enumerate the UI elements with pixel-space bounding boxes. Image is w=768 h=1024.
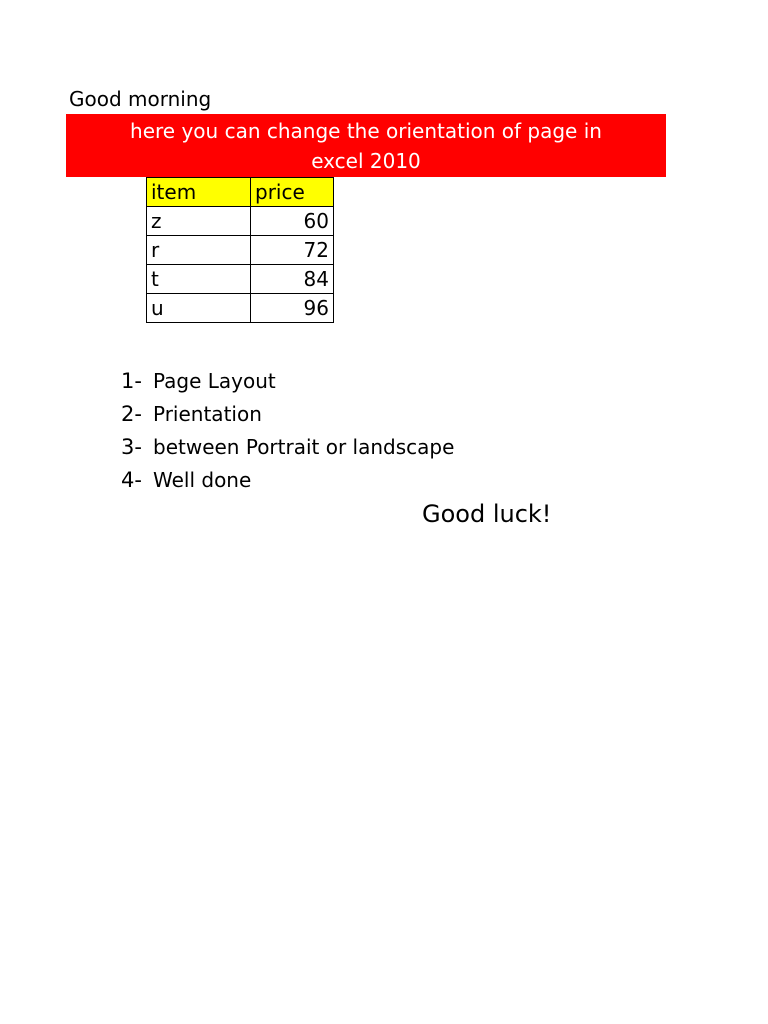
step-number: 4- bbox=[121, 467, 142, 492]
step-text: Well done bbox=[153, 467, 252, 492]
table-header-row bbox=[147, 178, 334, 207]
list-item bbox=[121, 397, 454, 430]
item-cell[interactable]: r bbox=[147, 236, 251, 265]
closing-text: Good luck! bbox=[422, 500, 552, 528]
price-cell[interactable]: 60 bbox=[251, 207, 334, 236]
step-text: between Portrait or landscape bbox=[153, 434, 455, 459]
greeting-text: Good morning bbox=[69, 87, 212, 111]
table-row bbox=[147, 265, 334, 294]
header-item[interactable]: item bbox=[147, 178, 251, 207]
step-text: Prientation bbox=[153, 401, 262, 426]
price-cell[interactable]: 72 bbox=[251, 236, 334, 265]
table-row bbox=[147, 294, 334, 323]
price-cell[interactable]: 96 bbox=[251, 294, 334, 323]
table-row bbox=[147, 236, 334, 265]
item-cell[interactable]: u bbox=[147, 294, 251, 323]
step-number: 2- bbox=[121, 401, 142, 426]
list-item bbox=[121, 430, 454, 463]
price-table bbox=[146, 177, 334, 323]
orientation-banner bbox=[66, 114, 666, 177]
step-number: 1- bbox=[121, 368, 142, 393]
banner-line-2: excel 2010 bbox=[311, 149, 421, 173]
banner-line-1: here you can change the orientation of page in bbox=[130, 119, 602, 143]
item-cell[interactable]: t bbox=[147, 265, 251, 294]
step-text: Page Layout bbox=[153, 368, 276, 393]
header-price[interactable]: price bbox=[251, 178, 334, 207]
table-row bbox=[147, 207, 334, 236]
list-item bbox=[121, 463, 454, 496]
step-number: 3- bbox=[121, 434, 142, 459]
steps-list bbox=[121, 364, 454, 496]
price-cell[interactable]: 84 bbox=[251, 265, 334, 294]
item-cell[interactable]: z bbox=[147, 207, 251, 236]
list-item bbox=[121, 364, 454, 397]
